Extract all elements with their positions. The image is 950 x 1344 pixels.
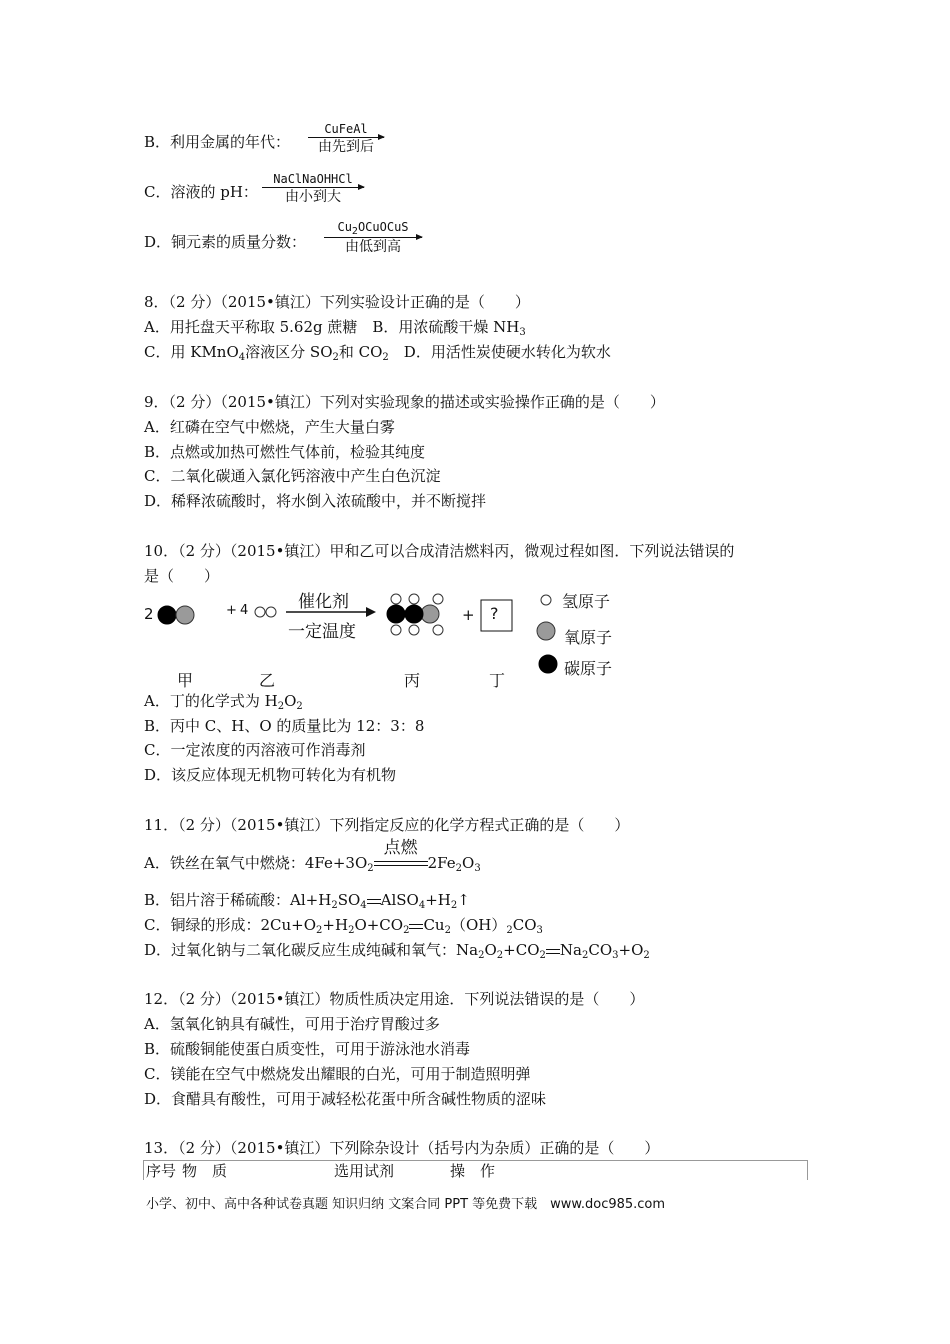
- formula-sub: 2: [331, 900, 338, 911]
- formula-sub: 2: [332, 352, 339, 363]
- legend-hydrogen-label: 氢原子: [562, 592, 611, 611]
- condition-temperature: 一定温度: [288, 622, 356, 642]
- q7-option-b-text: B．利用金属的年代：: [144, 133, 291, 151]
- carbon-atom: [387, 605, 405, 623]
- q12-option-c: C．镁能在空气中燃烧发出耀眼的白光，可用于制造照明弹: [144, 1065, 531, 1083]
- legend-oxygen-icon: [537, 622, 555, 640]
- formula-sub: 2: [277, 701, 285, 712]
- formula-sub: 2: [296, 701, 303, 712]
- equals-sign: [409, 921, 423, 931]
- arrow-bottom-label: 由小到大: [285, 189, 341, 205]
- legend-carbon-label: 碳原子: [564, 659, 613, 678]
- hydrogen-atom: [391, 594, 401, 604]
- q12-option-a: A．氢氧化钠具有碱性，可用于治疗胃酸过多: [144, 1015, 440, 1033]
- text-part: 溶液区分 SO: [245, 343, 333, 361]
- q7-option-b-arrow: [308, 122, 384, 156]
- header-reagent: 选用试剂: [334, 1162, 395, 1180]
- equals-sign: [367, 896, 381, 906]
- text-part: A．丁的化学式为 H: [144, 692, 278, 710]
- q12-stem: 12．（2 分）（2015•镇江）物质性质决定用途．下列说法错误的是（ ）: [144, 990, 645, 1008]
- arrow-line: [308, 137, 384, 138]
- q7-option-c-text: C．溶液的 pH：: [144, 183, 258, 201]
- arrow-line: [262, 187, 364, 188]
- text-part: O: [462, 854, 475, 872]
- formula-sub: 3: [612, 950, 619, 961]
- text-part: 2Fe: [427, 854, 456, 872]
- text-part: Cu: [423, 916, 445, 934]
- equation-condition-sign: [374, 838, 428, 871]
- q9-option-b: B．点燃或加热可燃性气体前，检验其纯度: [144, 443, 426, 461]
- q7-option-d-text: D．铜元素的质量分数：: [144, 233, 307, 251]
- legend-oxygen-label: 氧原子: [564, 628, 613, 647]
- formula-sub: 2: [382, 352, 389, 363]
- formula-sub: 2: [351, 226, 358, 237]
- hydrogen-atom: [433, 594, 443, 604]
- text-part: O+CO: [354, 916, 404, 934]
- text-part: 和 CO: [338, 343, 383, 361]
- q9-stem: 9．（2 分）（2015•镇江）下列对实验现象的描述或实验操作正确的是（ ）: [144, 393, 665, 411]
- carbon-atom: [158, 606, 176, 624]
- arrow-bottom-label: 由先到后: [318, 139, 374, 155]
- q10-reaction-diagram: [140, 588, 640, 688]
- text-part: CO: [588, 941, 613, 959]
- gas-arrow: ↑: [457, 891, 470, 909]
- text-part: A．铁丝在氧气中燃烧：4Fe+3O: [144, 854, 368, 872]
- equal-bar: [374, 861, 428, 862]
- carbon-atom: [405, 605, 423, 623]
- hydrogen-atom: [391, 625, 401, 635]
- q11-option-b: [144, 890, 470, 910]
- q9-option-a: A．红磷在空气中燃烧，产生大量白雾: [144, 418, 395, 436]
- q10-option-b: B．丙中 C、H、O 的质量比为 12：3：8: [144, 717, 425, 735]
- formula-sub: 4: [360, 900, 367, 911]
- text-part: B．铝片溶于稀硫酸：Al+H: [144, 891, 332, 909]
- header-number: 序号: [146, 1162, 177, 1180]
- header-operation: 操 作: [450, 1162, 496, 1180]
- arrow-bottom-label: 由低到高: [345, 239, 401, 255]
- formula-sub: 2: [316, 925, 323, 936]
- q12-option-b: B．硫酸铜能使蛋白质变性，可用于游泳池水消毒: [144, 1040, 471, 1058]
- label-jia: 甲: [177, 671, 194, 690]
- formula-sub: 2: [450, 900, 458, 911]
- text-part: D．过氧化钠与二氧化碳反应生成纯碱和氧气：Na: [144, 941, 479, 959]
- q10-stem-line2: 是（ ）: [144, 567, 220, 585]
- arrow-line: [324, 237, 422, 238]
- q11-option-a: [144, 838, 481, 874]
- hydrogen-atom: [266, 607, 276, 617]
- q7-option-b: [144, 122, 374, 155]
- formula-sub: 2: [367, 863, 374, 874]
- text-part: +H: [425, 891, 451, 909]
- formula-sub: 2: [478, 950, 485, 961]
- q10-stem-line1: 10．（2 分）（2015•镇江）甲和乙可以合成清洁燃料丙，微观过程如图．下列说法错误的: [144, 542, 735, 560]
- text-part: +H: [322, 916, 349, 934]
- text-part: SO: [337, 891, 361, 909]
- text-part: O: [284, 692, 297, 710]
- label-bing: 丙: [404, 671, 421, 690]
- q11-option-c: [144, 915, 543, 935]
- text-part: AlSO: [380, 891, 419, 909]
- formula-sub: 2: [643, 950, 650, 961]
- formula-sub: 2: [444, 925, 451, 936]
- reaction-arrow-head: [366, 607, 376, 617]
- text-part: +O: [618, 941, 644, 959]
- formula-sub: 4: [238, 352, 246, 363]
- legend-carbon-icon: [539, 655, 557, 673]
- arrow-top-label: NaClNaOHHCl: [273, 172, 353, 186]
- q9-option-c: C．二氧化碳通入氯化钙溶液中产生白色沉淀: [144, 467, 441, 485]
- label-yi: 乙: [259, 671, 276, 690]
- plus-sign: +: [226, 603, 237, 618]
- formula-sub: 2: [506, 925, 513, 936]
- formula-part: OCuOCuS: [357, 220, 409, 234]
- q8-options-cd: [144, 342, 611, 362]
- q8-options-ab-text: A．用托盘天平称取 5.62g 蔗糖 B．用浓硫酸干燥 NH: [144, 318, 520, 336]
- oxygen-atom: [176, 606, 194, 624]
- formula-sub: 2: [403, 925, 410, 936]
- equals-sign: [546, 946, 560, 956]
- formula-sub: 2: [348, 925, 355, 936]
- ignite-condition: 点燃: [383, 838, 418, 858]
- legend-hydrogen-icon: [541, 595, 551, 605]
- text-part: O: [484, 941, 497, 959]
- label-ding: 丁: [489, 671, 506, 690]
- q13-table-header: [143, 1160, 808, 1180]
- unknown-product-mark: ?: [490, 604, 499, 623]
- arrow-top-label: [324, 220, 422, 237]
- text-part: CO: [512, 916, 537, 934]
- q12-option-d: D．食醋具有酸性，可用于减轻松花蛋中所含碱性物质的涩味: [144, 1090, 547, 1108]
- q11-option-d: [144, 940, 650, 960]
- formula-sub: 3: [474, 863, 481, 874]
- q10-option-d: D．该反应体现无机物可转化为有机物: [144, 766, 397, 784]
- formula-sub: 2: [581, 950, 589, 961]
- formula-sub: 3: [536, 925, 543, 936]
- equal-bar: [374, 865, 428, 866]
- text-part: C．铜绿的形成：2Cu+O: [144, 916, 317, 934]
- formula-sub: 3: [519, 327, 526, 338]
- text-part: C．用 KMnO: [144, 343, 239, 361]
- q10-option-c: C．一定浓度的丙溶液可作消毒剂: [144, 741, 366, 759]
- coefficient-yi: 4: [240, 603, 249, 618]
- q8-options-ab: [144, 317, 526, 337]
- q13-stem: 13．（2 分）（2015•镇江）下列除杂设计（括号内为杂质）正确的是（ ）: [144, 1139, 660, 1157]
- formula-sub: 2: [496, 950, 504, 961]
- text-part: （OH）: [450, 916, 507, 934]
- text-part: +CO: [503, 941, 540, 959]
- hydrogen-atom: [409, 625, 419, 635]
- q7-option-d: [144, 220, 409, 255]
- hydrogen-atom: [255, 607, 265, 617]
- q7-option-d-arrow: [324, 220, 422, 256]
- q8-stem: 8．（2 分）（2015•镇江）下列实验设计正确的是（ ）: [144, 293, 530, 311]
- header-substance: 物 质: [182, 1162, 228, 1180]
- formula-sub: 4: [418, 900, 426, 911]
- q7-option-c: [144, 172, 353, 205]
- q10-option-a: [144, 691, 303, 711]
- text-part: Na: [559, 941, 582, 959]
- arrow-top-label: CuFeAl: [324, 122, 368, 136]
- oxygen-atom: [421, 605, 439, 623]
- hydrogen-atom: [433, 625, 443, 635]
- q11-stem: 11．（2 分）（2015•镇江）下列指定反应的化学方程式正确的是（ ）: [144, 816, 630, 834]
- coefficient-jia: 2: [144, 605, 154, 623]
- plus-sign-2: +: [462, 606, 475, 624]
- formula-sub: 2: [455, 863, 463, 874]
- condition-catalyst: 催化剂: [298, 592, 349, 612]
- q7-option-c-arrow: [262, 172, 364, 206]
- formula-sub: 2: [539, 950, 546, 961]
- q9-option-d: D．稀释浓硫酸时，将水倒入浓硫酸中，并不断搅拌: [144, 492, 487, 510]
- hydrogen-atom: [409, 594, 419, 604]
- formula-part: Cu: [337, 220, 352, 234]
- text-part: D．用活性炭使硬水转化为软水: [388, 343, 611, 361]
- page-footer: 小学、初中、高中各种试卷真题 知识归纳 文案合同 PPT 等免费下载 www.doc985.com: [146, 1197, 666, 1212]
